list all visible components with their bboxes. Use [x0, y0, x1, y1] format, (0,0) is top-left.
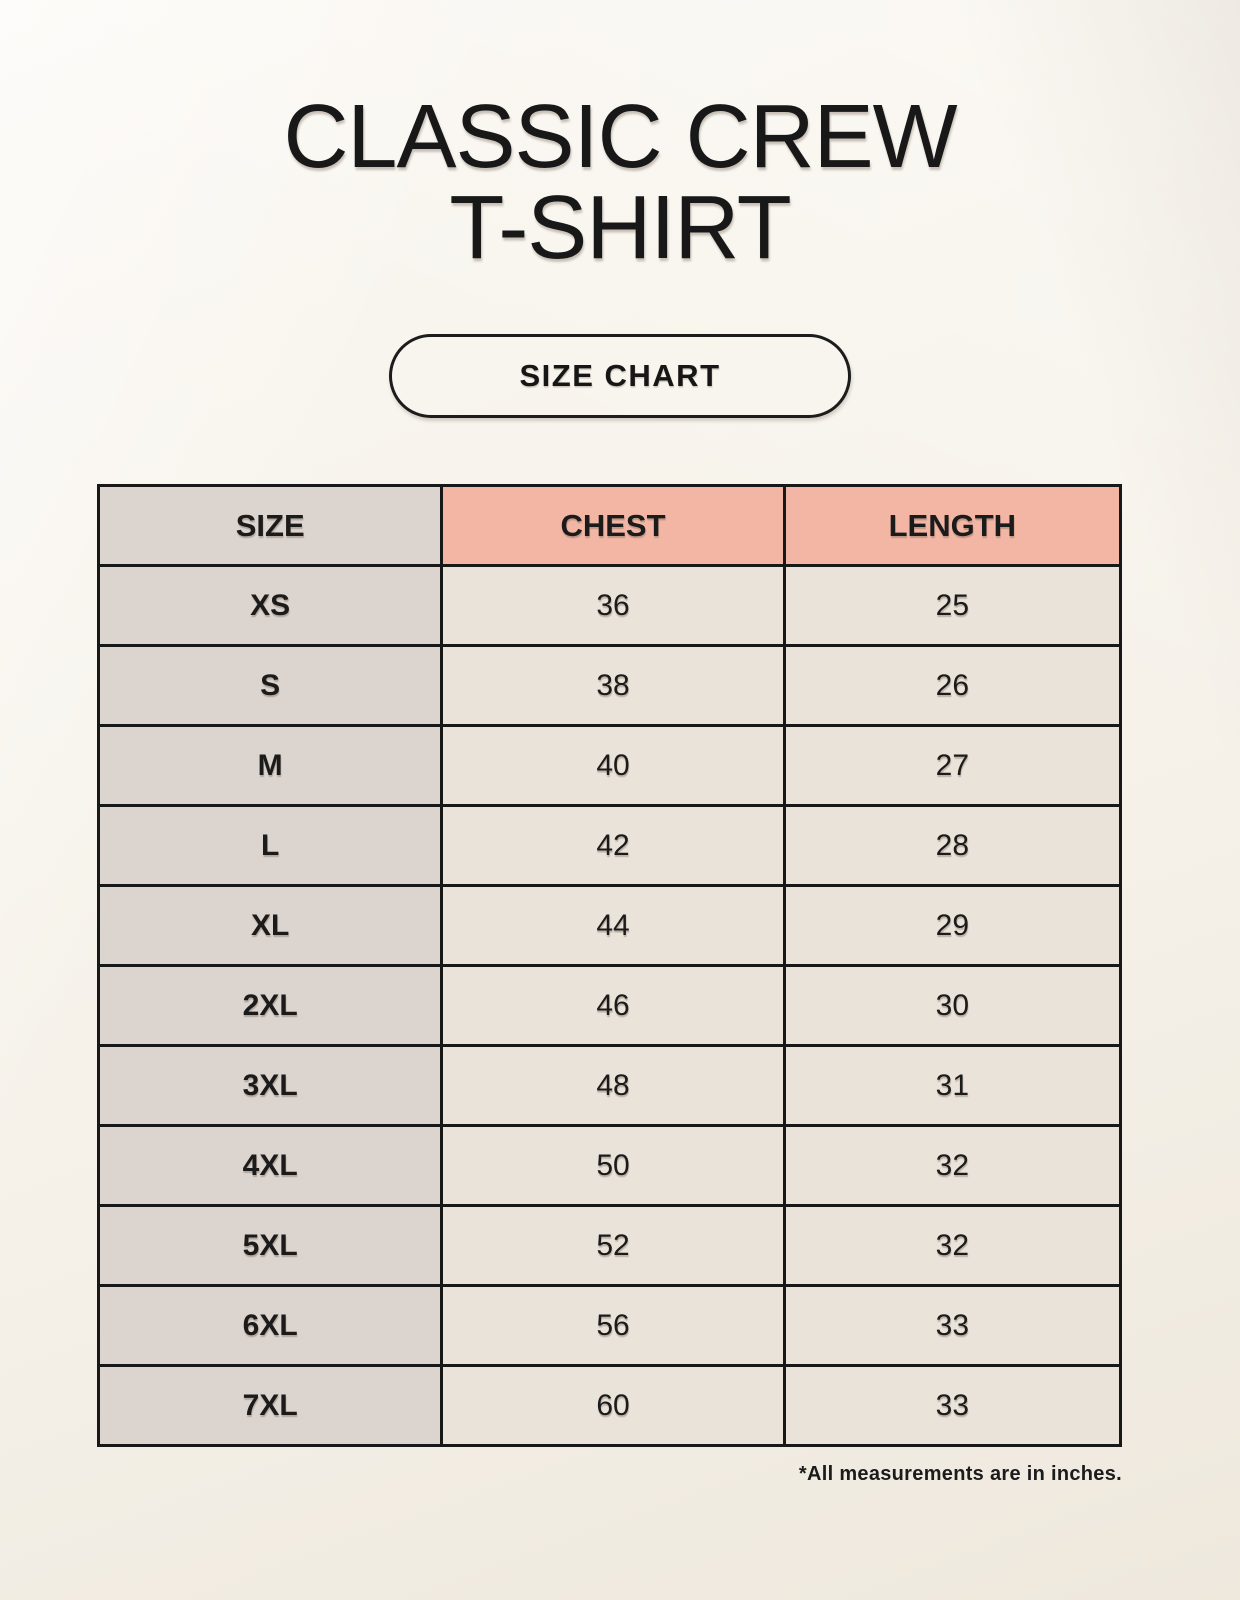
- size-cell: XL: [99, 886, 442, 966]
- table-row: [99, 966, 1121, 1046]
- header-length: LENGTH: [784, 486, 1120, 566]
- size-cell: 7XL: [99, 1366, 442, 1446]
- size-cell: 2XL: [99, 966, 442, 1046]
- measurements-footnote: *All measurements are in inches.: [798, 1463, 1122, 1485]
- chest-cell: 50: [442, 1126, 784, 1206]
- length-cell: 32: [784, 1206, 1120, 1286]
- table-header-row: [99, 486, 1121, 566]
- page-title-line1: CLASSIC CREW: [283, 87, 957, 187]
- chest-cell: 60: [442, 1366, 784, 1446]
- table-row: [99, 1046, 1121, 1126]
- size-cell: 5XL: [99, 1206, 442, 1286]
- size-cell: M: [99, 726, 442, 806]
- table-row: [99, 806, 1121, 886]
- chest-cell: 48: [442, 1046, 784, 1126]
- header-chest: CHEST: [442, 486, 784, 566]
- chest-cell: 38: [442, 646, 784, 726]
- size-cell: 3XL: [99, 1046, 442, 1126]
- page-title: [0, 0, 1240, 278]
- size-chart-button[interactable]: [389, 334, 851, 418]
- size-cell: S: [99, 646, 442, 726]
- table-row: [99, 646, 1121, 726]
- length-cell: 26: [784, 646, 1120, 726]
- chest-cell: 46: [442, 966, 784, 1046]
- page-title-line2: T-SHIRT: [449, 178, 791, 278]
- length-cell: 33: [784, 1286, 1120, 1366]
- length-cell: 28: [784, 806, 1120, 886]
- chest-cell: 52: [442, 1206, 784, 1286]
- size-table: [97, 484, 1122, 1447]
- size-chart-button-label: SIZE CHART: [519, 358, 721, 393]
- length-cell: 33: [784, 1366, 1120, 1446]
- table-row: [99, 1206, 1121, 1286]
- table-row: [99, 1366, 1121, 1446]
- size-cell: 4XL: [99, 1126, 442, 1206]
- table-row: [99, 566, 1121, 646]
- size-table-container: [97, 484, 1122, 1447]
- chest-cell: 42: [442, 806, 784, 886]
- table-row: [99, 1286, 1121, 1366]
- size-cell: XS: [99, 566, 442, 646]
- chest-cell: 40: [442, 726, 784, 806]
- length-cell: 27: [784, 726, 1120, 806]
- length-cell: 30: [784, 966, 1120, 1046]
- size-cell: 6XL: [99, 1286, 442, 1366]
- chest-cell: 36: [442, 566, 784, 646]
- length-cell: 31: [784, 1046, 1120, 1126]
- length-cell: 32: [784, 1126, 1120, 1206]
- table-row: [99, 726, 1121, 806]
- table-row: [99, 886, 1121, 966]
- header-size: SIZE: [99, 486, 442, 566]
- length-cell: 29: [784, 886, 1120, 966]
- chest-cell: 44: [442, 886, 784, 966]
- size-cell: L: [99, 806, 442, 886]
- chest-cell: 56: [442, 1286, 784, 1366]
- length-cell: 25: [784, 566, 1120, 646]
- table-row: [99, 1126, 1121, 1206]
